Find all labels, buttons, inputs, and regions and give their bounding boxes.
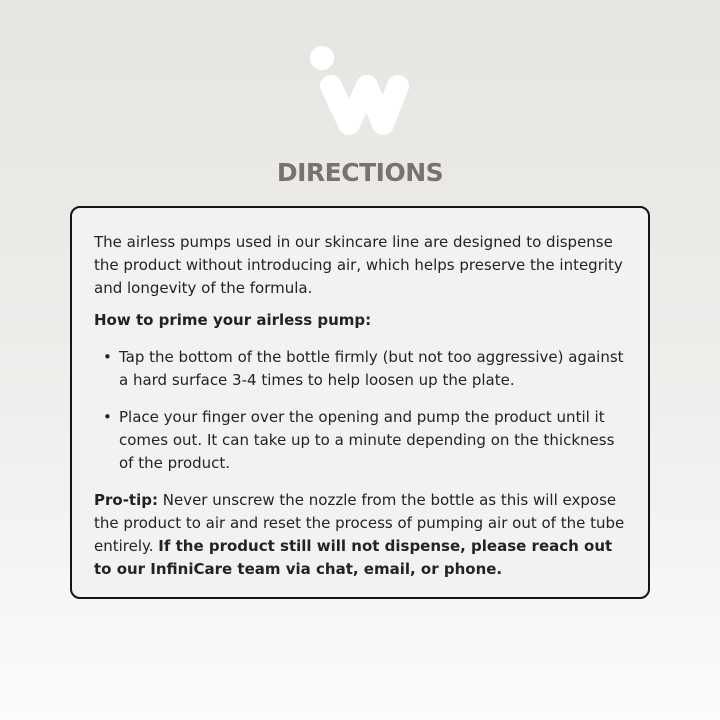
bullet-icon: • xyxy=(103,348,112,366)
bullet-icon: • xyxy=(103,408,112,426)
step-text: Tap the bottom of the bottle firmly (but not too aggressive) against a hard surface 3-4 times to help loosen up the plate. xyxy=(119,348,624,389)
directions-card xyxy=(70,206,650,599)
page-title: DIRECTIONS xyxy=(276,158,444,187)
protip-label: Pro-tip: xyxy=(94,491,158,509)
protip-paragraph xyxy=(94,489,626,581)
intro-paragraph: The airless pumps used in our skincare line are designed to dispense the product without introducing air, which helps preserve the integrity and longevity of the formula. xyxy=(94,233,623,297)
list-item xyxy=(94,406,626,475)
list-item xyxy=(94,346,626,392)
priming-heading: How to prime your airless pump: xyxy=(94,311,372,329)
infinicare-w-logo-icon xyxy=(305,40,415,140)
protip-text: Never unscrew the nozzle from the bottle as this will expose the product to air and reset the process of pumping air out of the tube entirely. xyxy=(94,491,625,555)
protip-contact-note: If the product still will not dispense, please reach out to our InfiniCare team via chat, email, or phone. xyxy=(94,537,613,578)
priming-steps-list xyxy=(94,346,626,475)
brand-logo xyxy=(0,0,720,150)
step-text: Place your finger over the opening and pump the product until it comes out. It can take up to a minute depending on the thickness of the product. xyxy=(119,408,615,472)
